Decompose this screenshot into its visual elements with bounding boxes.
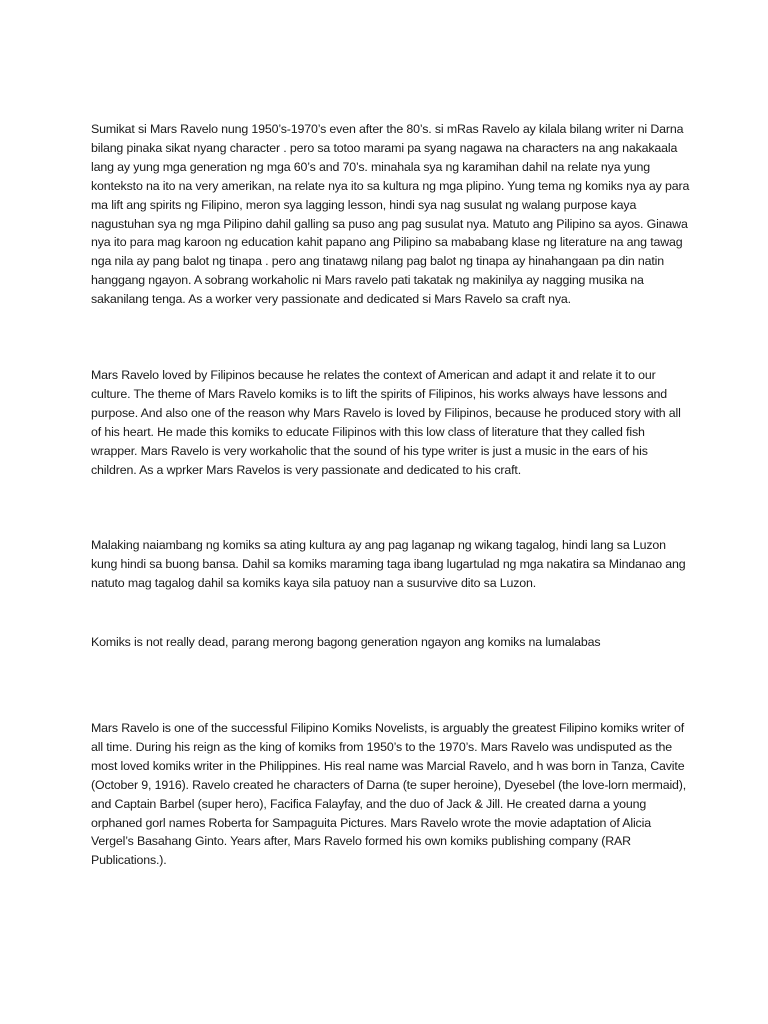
paragraph-3: Malaking naiambang ng komiks sa ating kultura ay ang pag laganap ng wikang tagalog, hindi lang sa Luzon kung hindi sa buong bansa. Dahil sa komiks maraming taga ibang lugartulad ng mga nakatira sa Mindanao ang natuto mag tagalog dahil sa komiks kaya sila patuoy nan a susurvive dito sa Luzon. [91, 538, 686, 590]
paragraph-4: Komiks is not really dead, parang merong bagong generation ngayon ang komiks na lumalabas [91, 635, 601, 649]
paragraph-1: Sumikat si Mars Ravelo nung 1950’s-1970’s even after the 80’s. si mRas Ravelo ay kilala bilang writer ni Darna bilang pinaka sikat nyang character . pero sa totoo marami pa syang nagawa na characters na ang nakakaala lang ay yung mga generation ng mga 60’s and 70’s. minahala sya ng karamihan dahil na relate nya yung konteksto na ito na very amerikan, na relate nya ito sa kultura ng mga plipino. Yung tema ng komiks nya ay para ma lift ang spirits ng Filipino, meron sya lagging lesson, hindi sya nag susulat ng walang purpose kaya nagustuhan sya ng mga Pilipino dahil galling sa puso ang pag susulat nya. Matuto ang Pilipino sa ayos. Ginawa nya ito para mag karoon ng education kahit papano ang Pilipino sa mababang klase ng literature na ang tawag nga nila ay pang balot ng tinapa . pero ang tinatawg nilang pag balot ng tinapa ay hinahangaan pa din natin hanggang ngayon. A sobrang workaholic ni Mars ravelo pati takatak ng makinilya ay nagging musika na sakanilang tenga. As a worker very passionate and dedicated si Mars Ravelo sa craft nya. [91, 122, 690, 307]
paragraph-5: Mars Ravelo is one of the successful Filipino Komiks Novelists, is arguably the greatest Filipino komiks writer of all time. During his reign as the king of komiks from 1950’s to the 1970’s. Mars Ravelo was undisputed as the most loved komiks writer in the Philippines. His real name was Marcial Ravelo, and h was born in Tanza, Cavite (October 9, 1916). Ravelo created he characters of Darna (te super heroine), Dyesebel (the love-lorn mermaid), and Captain Barbel (super hero), Facifica Falayfay, and the duo of Jack & Jill. He created darna a young orphaned gorl names Roberta for Sampaguita Pictures. Mars Ravelo wrote the movie adaptation of Alicia Vergel’s Basahang Ginto. Years after, Mars Ravelo formed his own komiks publishing company (RAR Publications.). [91, 721, 687, 868]
paragraph-2: Mars Ravelo loved by Filipinos because he relates the context of American and adapt it and relate it to our culture. The theme of Mars Ravelo komiks is to lift the spirits of Filipinos, his works always have lessons and purpose. And also one of the reason why Mars Ravelo is loved by Filipinos, because he produced story with all of his heart. He made this komiks to educate Filipinos with this low class of literature that they called fish wrapper. Mars Ravelo is very workaholic that the sound of his type writer is just a music in the ears of his children. As a wprker Mars Ravelos is very passionate and dedicated to his craft. [91, 368, 681, 477]
